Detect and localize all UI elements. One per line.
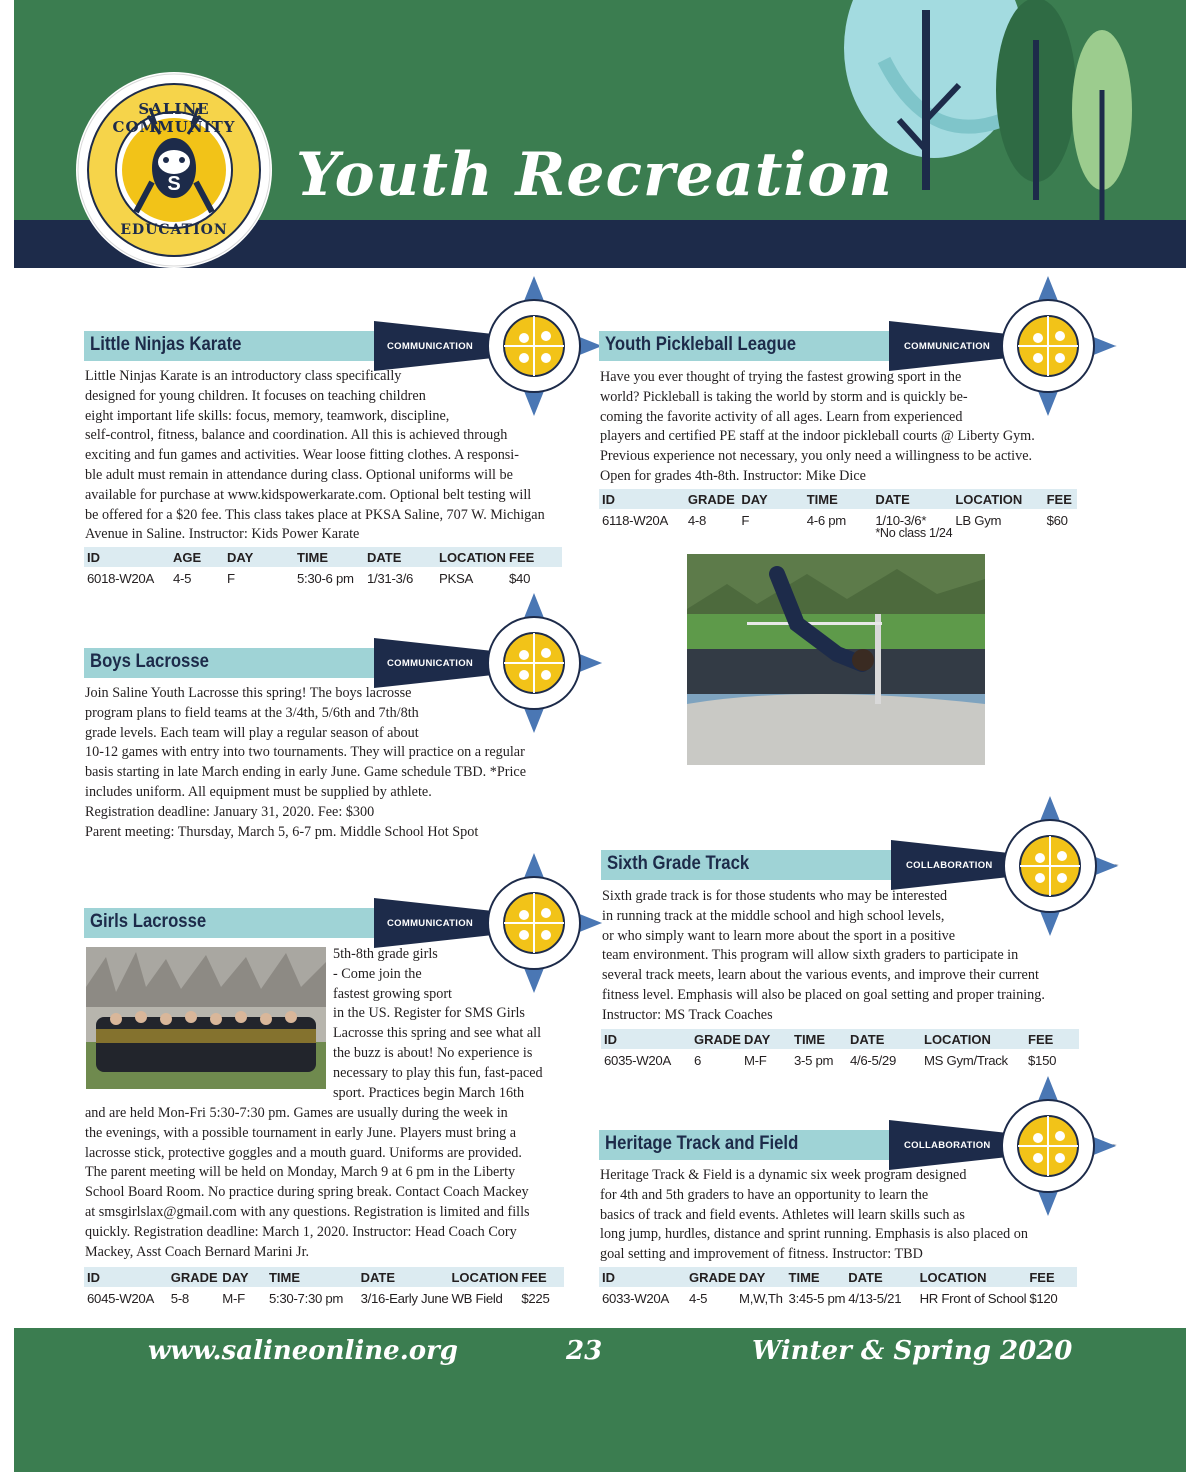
cell-fee: $150 — [1028, 1053, 1057, 1068]
body-line: goal setting and improvement of fitness. Instructor: TBD — [600, 1246, 923, 1263]
cell-fee: $40 — [509, 571, 531, 586]
col-header: DAY — [219, 1267, 266, 1287]
body-line: available for purchase at www.kidspowerkarate.com. Optional belt testing will — [85, 486, 532, 503]
col-header: DATE — [358, 1267, 449, 1287]
girls-lacrosse-team-photo — [86, 947, 326, 1089]
cell-fee: $60 — [1046, 513, 1068, 528]
section-body-heritage — [600, 1166, 1090, 1265]
cell-date-value: 1/10-3/6* — [875, 513, 927, 528]
col-header: DATE — [847, 1029, 921, 1049]
col-header: GRADE — [685, 489, 739, 509]
pennant-label: COMMUNICATION — [387, 918, 474, 929]
cell-location: PKSA — [439, 571, 473, 586]
body-line: Have you ever thought of trying the fastest growing sport in the — [600, 369, 962, 385]
cell-grade: 4-8 — [687, 513, 706, 528]
body-line: players and certified PE staff at the indoor pickleball courts @ Liberty Gym. — [600, 428, 1035, 445]
body-line: the evenings, with a possible tournament in early June. Players must bring a — [85, 1124, 517, 1141]
saline-community-education-logo — [76, 72, 272, 268]
col-header: DAY — [736, 1267, 786, 1287]
cell-day: F — [227, 571, 235, 586]
class-table-pickleball — [599, 489, 1077, 540]
body-line: Open for grades 4th-8th. Instructor: Mike Dice — [600, 467, 866, 484]
body-line: in the US. Register for SMS Girls — [333, 1005, 525, 1022]
body-line: Lacrosse this spring and see what all — [333, 1025, 542, 1042]
cell-location: LB Gym — [955, 513, 1002, 528]
body-line: long jump, hurdles, distance and sprint running. Emphasis is also placed on — [600, 1226, 1028, 1243]
col-header: TIME — [804, 489, 873, 509]
cell-fee: $225 — [521, 1291, 550, 1306]
body-line: coming the favorite activity of all ages. Learn from experienced — [600, 408, 963, 425]
body-line: Instructor: MS Track Coaches — [602, 1006, 773, 1023]
body-line: Mackey, Asst Coach Bernard Marini Jr. — [85, 1243, 310, 1260]
col-header: ID — [599, 489, 685, 509]
col-header: LOCATION — [448, 1267, 518, 1287]
cell-date: 4/6-5/29 — [850, 1053, 896, 1068]
col-header: DAY — [738, 489, 803, 509]
col-header: FEE — [518, 1267, 564, 1287]
cell-day: M-F — [222, 1291, 245, 1306]
body-line: program plans to field teams at the 3/4th, 5/6th and 7th/8th — [85, 704, 419, 721]
cell-grade: 4-5 — [689, 1291, 708, 1306]
cell-date — [872, 509, 952, 540]
logo-name-bottom: EDUCATION — [120, 222, 228, 238]
cell-time: 5:30-7:30 pm — [268, 1291, 344, 1306]
cell-date: 4/13-5/21 — [848, 1291, 902, 1306]
section-body-sixth-track — [602, 887, 1092, 1026]
body-line: grade levels. Each team will play a regular season of about — [85, 724, 419, 741]
body-line: or who simply want to learn more about the sport in a positive — [602, 927, 956, 944]
footer-page-number: 23 — [566, 1336, 603, 1366]
body-line: includes uniform. All equipment must be supplied by athlete. — [85, 783, 432, 800]
body-line: eight important life skills: focus, memory, teamwork, discipline, — [85, 407, 450, 424]
section-body-pickleball — [600, 368, 1090, 487]
logo-name-top: SALINE COMMUNITY — [112, 100, 236, 136]
col-header: LOCATION — [436, 547, 506, 567]
body-line: 10-12 games with entry into two tournaments. They will practice on a regular — [85, 744, 525, 761]
cell-fee: $120 — [1029, 1291, 1058, 1306]
cell-location: WB Field — [451, 1291, 503, 1306]
cell-id: 6045-W20A — [87, 1291, 154, 1306]
body-line: exciting and fun games and activities. Wear loose fitting clothes. A responsi- — [85, 447, 519, 464]
col-header: DATE — [364, 547, 436, 567]
cell-day: M,W,Th — [739, 1291, 783, 1306]
pennant-label: COMMUNICATION — [387, 341, 474, 352]
section-title: Heritage Track and Field — [605, 1133, 799, 1154]
body-line: basis starting in late March ending in early June. Game schedule TBD. *Price — [85, 764, 527, 781]
col-header: GRADE — [686, 1267, 736, 1287]
body-line: Parent meeting: Thursday, March 5, 6-7 pm. Middle School Hot Spot — [85, 823, 479, 840]
cell-date: 3/16-Early June — [360, 1291, 449, 1306]
body-line: Little Ninjas Karate is an introductory class specifically — [85, 368, 402, 384]
cell-location: MS Gym/Track — [924, 1053, 1008, 1068]
col-header: DAY — [224, 547, 294, 567]
col-header: TIME — [266, 1267, 358, 1287]
col-header: FEE — [506, 547, 562, 567]
body-line: necessary to play this fun, fast-paced — [333, 1064, 543, 1081]
class-table-karate — [84, 547, 562, 589]
pennant-label: COLLABORATION — [904, 1140, 991, 1151]
footer-season: Winter & Spring 2020 — [752, 1336, 1073, 1366]
pennant-label: COMMUNICATION — [387, 658, 474, 669]
col-header: FEE — [1026, 1267, 1077, 1287]
section-side-text-girls-lacrosse — [333, 945, 563, 1103]
col-header: TIME — [791, 1029, 847, 1049]
body-line: be offered for a $20 fee. This class takes place at PKSA Saline, 707 W. Michigan — [85, 506, 545, 523]
col-header: GRADE — [168, 1267, 220, 1287]
class-table-girls-lacrosse — [84, 1267, 564, 1309]
svg-text:S: S — [167, 173, 181, 195]
body-line: the buzz is about! No experience is — [333, 1044, 533, 1061]
body-line: The parent meeting will be held on Monday, March 9 at 6 pm in the Liberty — [85, 1164, 516, 1181]
cell-day: M-F — [744, 1053, 767, 1068]
cell-id: 6018-W20A — [87, 571, 154, 586]
col-header: DAY — [741, 1029, 791, 1049]
table-row — [599, 1287, 1077, 1309]
high-jump-photo — [687, 554, 985, 765]
table-row — [601, 1049, 1079, 1071]
cell-id: 6118-W20A — [602, 513, 668, 528]
col-header: ID — [84, 547, 170, 567]
body-line: ble adult must remain in attendance during class. Optional uniforms will be — [85, 466, 513, 483]
body-line: Join Saline Youth Lacrosse this spring! The boys lacrosse — [85, 685, 412, 701]
body-line: designed for young children. It focuses on teaching children — [85, 387, 426, 404]
cell-date: 1/31-3/6 — [367, 571, 413, 586]
pennant-label: COMMUNICATION — [904, 341, 991, 352]
cell-time: 5:30-6 pm — [297, 571, 354, 586]
body-line: Previous experience not necessary, you only need a willingness to be active. — [600, 448, 1033, 465]
cell-id: 6035-W20A — [604, 1053, 671, 1068]
table-row — [599, 509, 1077, 540]
body-line: fastest growing sport — [333, 985, 453, 1002]
col-header: LOCATION — [917, 1267, 1027, 1287]
body-line: - Come join the — [333, 965, 422, 982]
body-line: Heritage Track & Field is a dynamic six week program designed — [600, 1167, 967, 1183]
cell-location: HR Front of School — [919, 1291, 1027, 1306]
body-line: several track meets, learn about the various events, and improve their current — [602, 967, 1039, 984]
cell-time: 3-5 pm — [794, 1053, 834, 1068]
body-line: in running track at the middle school and high school levels, — [602, 907, 945, 924]
body-line: at smsgirlslax@gmail.com with any questions. Registration is limited and fills — [85, 1203, 530, 1220]
cell-age: 4-5 — [173, 571, 192, 586]
col-header: GRADE — [691, 1029, 741, 1049]
body-line: Sixth grade track is for those students who may be interested — [602, 888, 948, 904]
col-header: ID — [601, 1029, 691, 1049]
body-line: and are held Mon-Fri 5:30-7:30 pm. Games are usually during the week in — [85, 1105, 508, 1121]
body-line: 5th-8th grade girls — [333, 946, 438, 962]
col-header: TIME — [786, 1267, 846, 1287]
cell-grade: 6 — [694, 1053, 702, 1068]
cell-grade: 5-8 — [170, 1291, 189, 1306]
table-row — [84, 567, 562, 589]
page-footer — [14, 1328, 1186, 1472]
body-line: team environment. This program will allow sixth graders to participate in — [602, 947, 1019, 964]
col-header: LOCATION — [921, 1029, 1025, 1049]
body-line: sport. Practices begin March 16th — [333, 1084, 525, 1101]
col-header: AGE — [170, 547, 224, 567]
section-title: Youth Pickleball League — [605, 334, 797, 355]
body-line: Avenue in Saline. Instructor: Kids Power Karate — [85, 526, 360, 543]
col-header: LOCATION — [952, 489, 1043, 509]
body-line: world? Pickleball is taking the world by storm and is quickly be- — [600, 388, 968, 405]
cell-time: 3:45-5 pm — [788, 1291, 846, 1306]
page-title: Youth Recreation — [296, 140, 893, 210]
col-header: DATE — [872, 489, 952, 509]
cell-time: 4-6 pm — [806, 513, 846, 528]
date-note: *No class 1/24 — [875, 526, 953, 540]
cell-id: 6033-W20A — [602, 1291, 669, 1306]
body-line: lacrosse stick, protective goggles and a mouth guard. Uniforms are provided. — [85, 1144, 522, 1161]
body-line: School Board Room. No practice during spring break. Contact Coach Mackey — [85, 1184, 529, 1201]
body-line: Registration deadline: January 31, 2020. Fee: $300 — [85, 803, 375, 820]
section-title: Boys Lacrosse — [90, 651, 209, 672]
section-title: Girls Lacrosse — [90, 911, 207, 932]
class-table-sixth-track — [601, 1029, 1079, 1071]
body-line: self-control, fitness, balance and coordination. All this is achieved through — [85, 427, 508, 444]
footer-website: www.salineonline.org — [148, 1336, 458, 1366]
section-title: Little Ninjas Karate — [90, 334, 242, 355]
col-header: DATE — [845, 1267, 916, 1287]
col-header: TIME — [294, 547, 364, 567]
body-line: for 4th and 5th graders to have an opportunity to learn the — [600, 1186, 929, 1203]
col-header: FEE — [1044, 489, 1077, 509]
section-title: Sixth Grade Track — [607, 853, 750, 874]
col-header: ID — [84, 1267, 168, 1287]
col-header: ID — [599, 1267, 686, 1287]
section-body-boys-lacrosse — [85, 684, 585, 842]
table-row — [84, 1287, 564, 1309]
section-body-girls-lacrosse — [85, 1104, 585, 1262]
body-line: basics of track and field events. Athletes will learn skills such as — [600, 1206, 965, 1223]
pennant-label: COLLABORATION — [906, 860, 993, 871]
section-body-karate — [85, 367, 585, 545]
col-header: FEE — [1025, 1029, 1079, 1049]
cell-day: F — [741, 513, 750, 528]
class-table-heritage — [599, 1267, 1077, 1309]
body-line: fitness level. Emphasis will also be placed on goal setting and proper training. — [602, 986, 1045, 1003]
body-line: quickly. Registration deadline: March 1, 2020. Instructor: Head Coach Cory — [85, 1223, 517, 1240]
